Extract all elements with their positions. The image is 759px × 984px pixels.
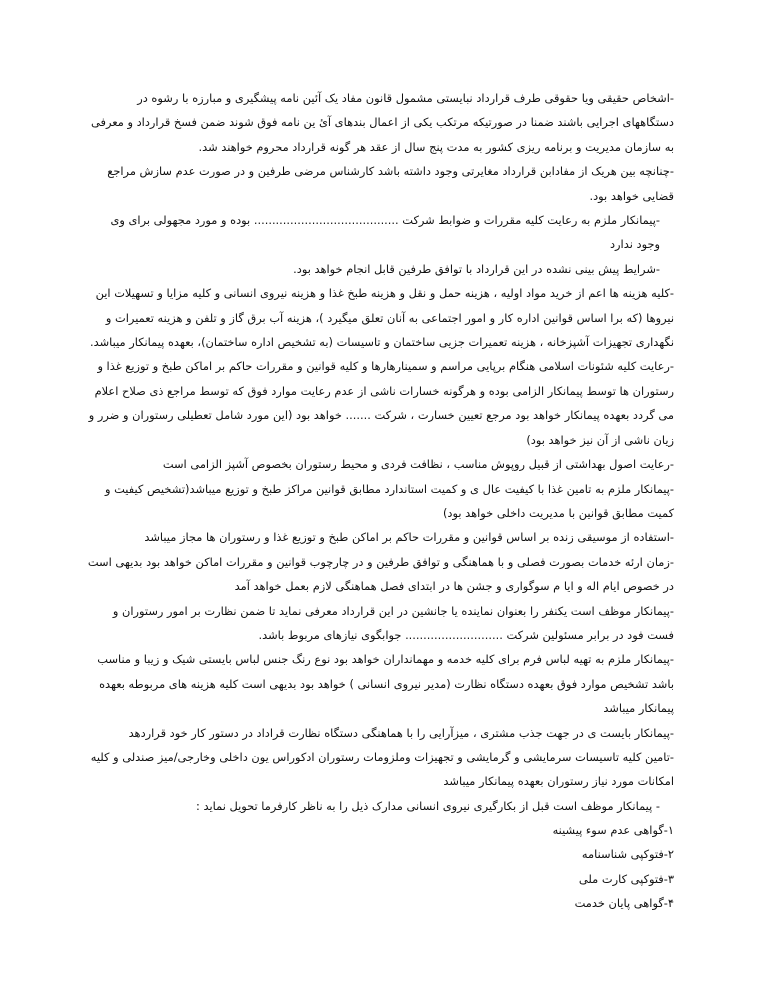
clause-anti-bribery: -اشخاص حقیقی ویا حقوقی طرف قرارداد نبایستی مشمول قانون مفاد یک آئین نامه پیشگیری و مبارزه با رشوه در دستگاههای اجرایی باشند ضمنا در صورتیکه مرتکب یکی از اعمال بندهای آئ ین نامه فوق شوند ضمن فسخ قرارداد و معرفی به سازمان مدیریت و برنامه ریزی کشور به مدت پنج سال از عقد هر گونه قرارداد محروم خواهند شد.: [91, 91, 674, 154]
clause-service-time: -زمان ارئه خدمات بصورت فصلی و با هماهنگی و توافق طرفین و در چارچوب قوانین و مقررات اماکن خواهد بود بدیهی است در خصوص ایام اله و ایا م سوگواری و جشن ها در ابتدای فصل هماهنگی لازم بعمل خواهد آمد: [87, 554, 674, 594]
clause-hygiene: -رعایت اصول بهداشتی از قبیل روپوش مناسب ، نظافت فردی و محیط رستوران بخصوص آشپز الزامی است: [162, 457, 674, 472]
clause-food-quality: -پیمانکار ملزم به تامین غذا با کیفیت عال ی و کمیت استاندارد مطابق قوانین مراکز طبخ و توزیع میباشد(تشخیص کیفیت و کمیت مطابق قوانین با مدیریت داخلی خواهد بود): [104, 481, 674, 520]
list-item: ۴-گواهی پایان خدمت: [574, 895, 674, 910]
clause-dispute: -چنانچه بین هریک از مفادابن قرارداد مغایرتی وجود داشته باشد کارشناس مرضی طرفین و در صورت عدم سازش مراجع قضایی خواهد بود.: [107, 164, 674, 203]
list-item: ۳-فتوکپی کارت ملی: [578, 871, 674, 886]
clause-uniform: -پیمانکار ملزم به تهیه لباس فرم برای کلیه خدمه و مهمانداران خواهد بود نوع رنگ جنس لباس بایستی شیک و زیبا و مناسب باشد تشخیص موارد فوق بعهده دستگاه نظارت (مدیر نیروی انسانی ) خواهد بود بدیهی است کلیه هزینه های مربوطه بعهده پیمانکار میباشد: [97, 652, 674, 716]
clause-live-music: -استفاده از موسیقی زنده بر اساس قوانین و مقررات حاکم بر اماکن طبخ و توزیع غذا و رستوران ها مجاز میباشد: [144, 530, 674, 545]
clause-costs: -کلیه هزینه ها اعم از خرید مواد اولیه ، هزینه حمل و نقل و هزینه طبخ غذا و هزینه نیروی انسانی و کلیه مزایا و تسهیلات این نیروها (که برا اساس قوانین اداره کار و امور اجتماعی به آنان تعلق میگیرد )، هزینه آب برق گاز و تلفن و هزینه تعمیرات و نگهداری تجهیزات آشپزخانه ، هزینه تعمیرات جزیی ساختمان و تاسیسات (به تشخیص اداره ساختمان)، بعهده پیمانکار میباشد.: [90, 286, 674, 350]
clause-unforeseen: -شرایط پیش بینی نشده در این قرارداد با توافق طرفین قابل انجام خواهد بود.: [293, 261, 660, 276]
clause-table-setting: -پیمانکار بایست ی در جهت جذب مشتری ، میزآرایی را با هماهنگی دستگاه نظارت قراداد در دستور کار خود قراردهد: [128, 725, 674, 740]
requirements-intro: - پیمانکار موظف است قبل از بکارگیری نیروی انسانی مدارک ذیل را به ناظر کارفرما تحویل نماید :: [196, 798, 660, 813]
clause-representative: -پیمانکار موظف است یکنفر را بعنوان نماینده یا جانشین در این قرارداد معرفی نماید تا ضمن نظارت بر امور رستوران و فست فود در برابر مسئولین شرکت ........................... جوابگوی نیازهای مربوط باشد.: [112, 603, 674, 642]
clause-company-rules: -پیمانکار ملزم به رعایت کلیه مقررات و ضوابط شرکت ........................................ بوده و مورد مجهولی برای وی وجود ندارد: [110, 213, 660, 252]
clause-islamic-norms: -رعایت کلیه شئونات اسلامی هنگام برپایی مراسم و سمینارهارها و کلیه قوانین و مقررات حاکم بر اماکن طبخ و توزیع غذا و رستوران ها توسط پیمانکار الزامی بوده و هرگونه خسارات ناشی از عدم رعایت موارد فوق که توسط مراجع ذی صلاح اعلام می گردد بعهده پیمانکار خواهد بود مرجع تعیین خسارت ، شرکت ....... خواهد بود (این مورد شامل تعطیلی رستوران و ضرر و زیان ناشی از آن نیز خواهد بود): [88, 359, 674, 447]
list-item: ۱-گواهی عدم سوء پیشینه: [552, 823, 674, 838]
list-item: ۲-فتوکپی شناسنامه: [581, 847, 674, 862]
clause-facilities: -تامین کلیه تاسیسات سرمایشی و گرمایشی و تجهیزات وملزومات رستوران ادکوراس یون داخلی وخارجی/میز صندلی و کلیه امکانات مورد نیاز رستوران بعهده پیمانکار میباشد: [90, 749, 674, 789]
requirements-list: [85, 818, 674, 915]
